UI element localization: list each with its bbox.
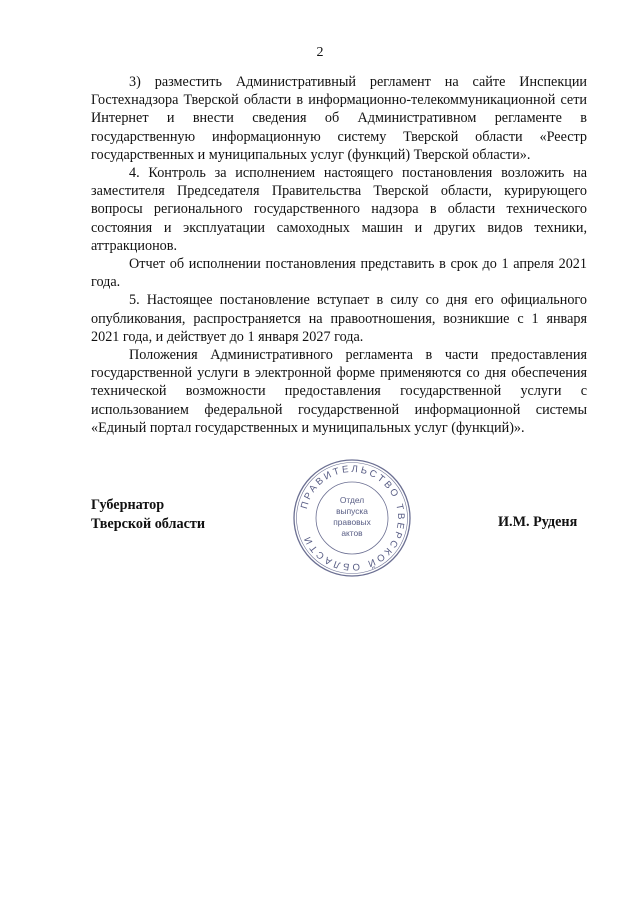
paragraph-report: Отчет об исполнении постановления представить в срок до 1 апреля 2021 года. — [91, 256, 587, 291]
seal-center-line-4: актов — [341, 528, 363, 538]
signatory-title-line2: Тверской области — [91, 515, 206, 532]
seal-center-line-2: выпуска — [336, 506, 368, 516]
seal-center-line-1: Отдел — [339, 495, 365, 505]
document-body — [91, 73, 587, 437]
signatory-title-line1: Губернатор — [91, 497, 165, 513]
paragraph-item-3: 3) разместить Административный регламент на сайте Инспекции Гостехнадзора Тверской области в информационно-телекоммуникационной сети Интернет и внести сведения об Административном регламенте в государственную информационную систему Тверской области «Реестр государственных и муниципальных услуг (функций) Тверской области». — [91, 74, 587, 163]
official-seal — [291, 457, 413, 579]
seal-ring-text: ПРАВИТЕЛЬСТВО ТВЕРСКОЙ ОБЛАСТИ — [298, 463, 407, 573]
signatory-name: И.М. Руденя — [498, 514, 578, 530]
page-number: 2 — [316, 45, 324, 60]
signatory-title — [91, 496, 205, 533]
seal-center-line-3: правовых — [333, 517, 371, 527]
paragraph-electronic-form: Положения Административного регламента в части предоставления государственной услуги в электронной форме применяются со дня обеспечения технической возможности предоставления государственной услуги с использованием федеральной государственной информационной системы «Единый портал государственных и муниципальных услуг (функций)». — [91, 347, 587, 436]
paragraph-entry-into-force: 5. Настоящее постановление вступает в силу со дня его официального опубликования, распространяется на правоотношения, возникшие с 1 января 2021 года, и действует до 1 января 2027 года. — [91, 292, 587, 345]
paragraph-control: 4. Контроль за исполнением настоящего постановления возложить на заместителя Председателя Правительства Тверской области, курирующего вопросы регионального государственного надзора в области технического состояния и эксплуатации самоходных машин и других видов техники, аттракционов. — [91, 165, 587, 254]
